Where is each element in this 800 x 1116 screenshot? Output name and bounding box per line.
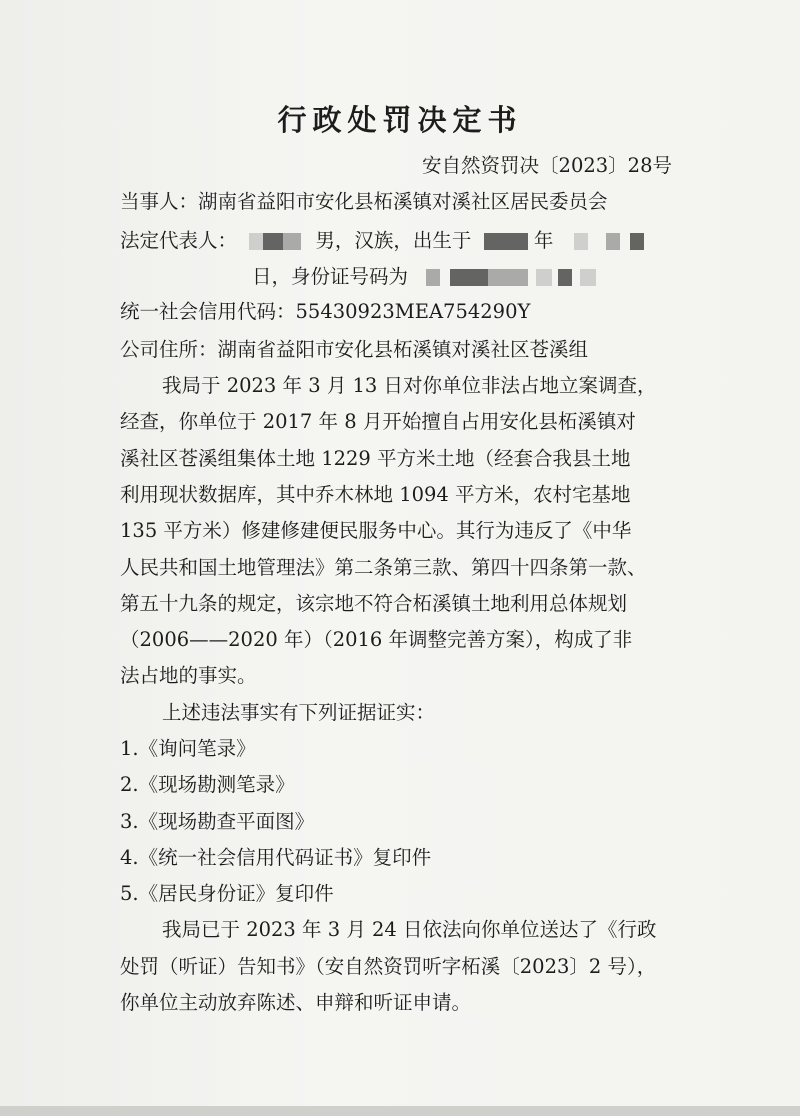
evidence-intro: 上述违法事实有下列证据证实： — [162, 701, 436, 724]
redaction-block — [283, 233, 301, 250]
credit-code-line: 统一社会信用代码：55430923MEA754290Y — [120, 300, 531, 323]
evidence-item: 5.《居民身份证》复印件 — [120, 882, 334, 905]
redaction-block — [574, 233, 588, 250]
redaction-block — [606, 233, 620, 250]
rep-day: 日，身份证号码为 — [252, 265, 409, 288]
notice-line: 你单位主动放弃陈述、申辩和听证申请。 — [120, 991, 472, 1014]
evidence-item: 1.《询问笔录》 — [120, 737, 256, 760]
redaction-block — [630, 233, 644, 250]
address-line: 公司住所：湖南省益阳市安化县柘溪镇对溪社区苍溪组 — [120, 338, 589, 361]
notice-line: 我局已于 2023 年 3 月 24 日依法向你单位送达了《行政 — [162, 918, 657, 941]
rep-text: 男，汉族，出生于 — [315, 229, 472, 252]
redaction-block — [484, 233, 528, 250]
body-line: 利用现状数据库，其中乔木林地 1094 平方米，农村宅基地 — [120, 483, 631, 506]
evidence-item: 4.《统一社会信用代码证书》复印件 — [120, 846, 432, 869]
document-number: 安自然资罚决〔2023〕28号 — [422, 154, 672, 177]
body-line: 法占地的事实。 — [120, 664, 257, 687]
evidence-item: 2.《现场勘测笔录》 — [120, 773, 295, 796]
body-line: 第五十九条的规定，该宗地不符合柘溪镇土地利用总体规划 — [120, 592, 628, 615]
rep-year: 年 — [533, 229, 554, 252]
page-bottom-edge — [0, 1106, 800, 1116]
body-line: 我局于 2023 年 3 月 13 日对你单位非法占地立案调查， — [162, 374, 657, 397]
redaction-block — [558, 269, 572, 286]
redaction-block — [249, 233, 263, 250]
rep-label: 法定代表人： — [120, 229, 238, 252]
body-line: 经查，你单位于 2017 年 8 月开始擅自占用安化县柘溪镇对 — [120, 410, 636, 433]
document-title: 行政处罚决定书 — [277, 103, 523, 137]
party-line: 当事人：湖南省益阳市安化县柘溪镇对溪社区居民委员会 — [120, 190, 608, 213]
evidence-item: 3.《现场勘查平面图》 — [120, 810, 315, 833]
redaction-block — [580, 269, 596, 286]
body-line: 溪社区苍溪组集体土地 1229 平方米土地（经套合我县土地 — [120, 447, 631, 470]
redaction-block — [488, 269, 528, 286]
body-line: （2006——2020 年）（2016 年调整完善方案），构成了非 — [120, 628, 633, 651]
body-line: 135 平方米）修建修建便民服务中心。其行为违反了《中华 — [120, 519, 632, 542]
notice-line: 处罚（听证）告知书》（安自然资罚听字柘溪〔2023〕2 号）， — [120, 955, 657, 978]
body-line: 人民共和国土地管理法》第二条第三款、第四十四条第一款、 — [120, 556, 647, 579]
redaction-block — [536, 269, 552, 286]
redaction-block — [426, 269, 440, 286]
redaction-block — [450, 269, 488, 286]
legal-representative-line — [120, 229, 644, 253]
id-number-line — [252, 265, 596, 289]
redaction-block — [263, 233, 283, 250]
